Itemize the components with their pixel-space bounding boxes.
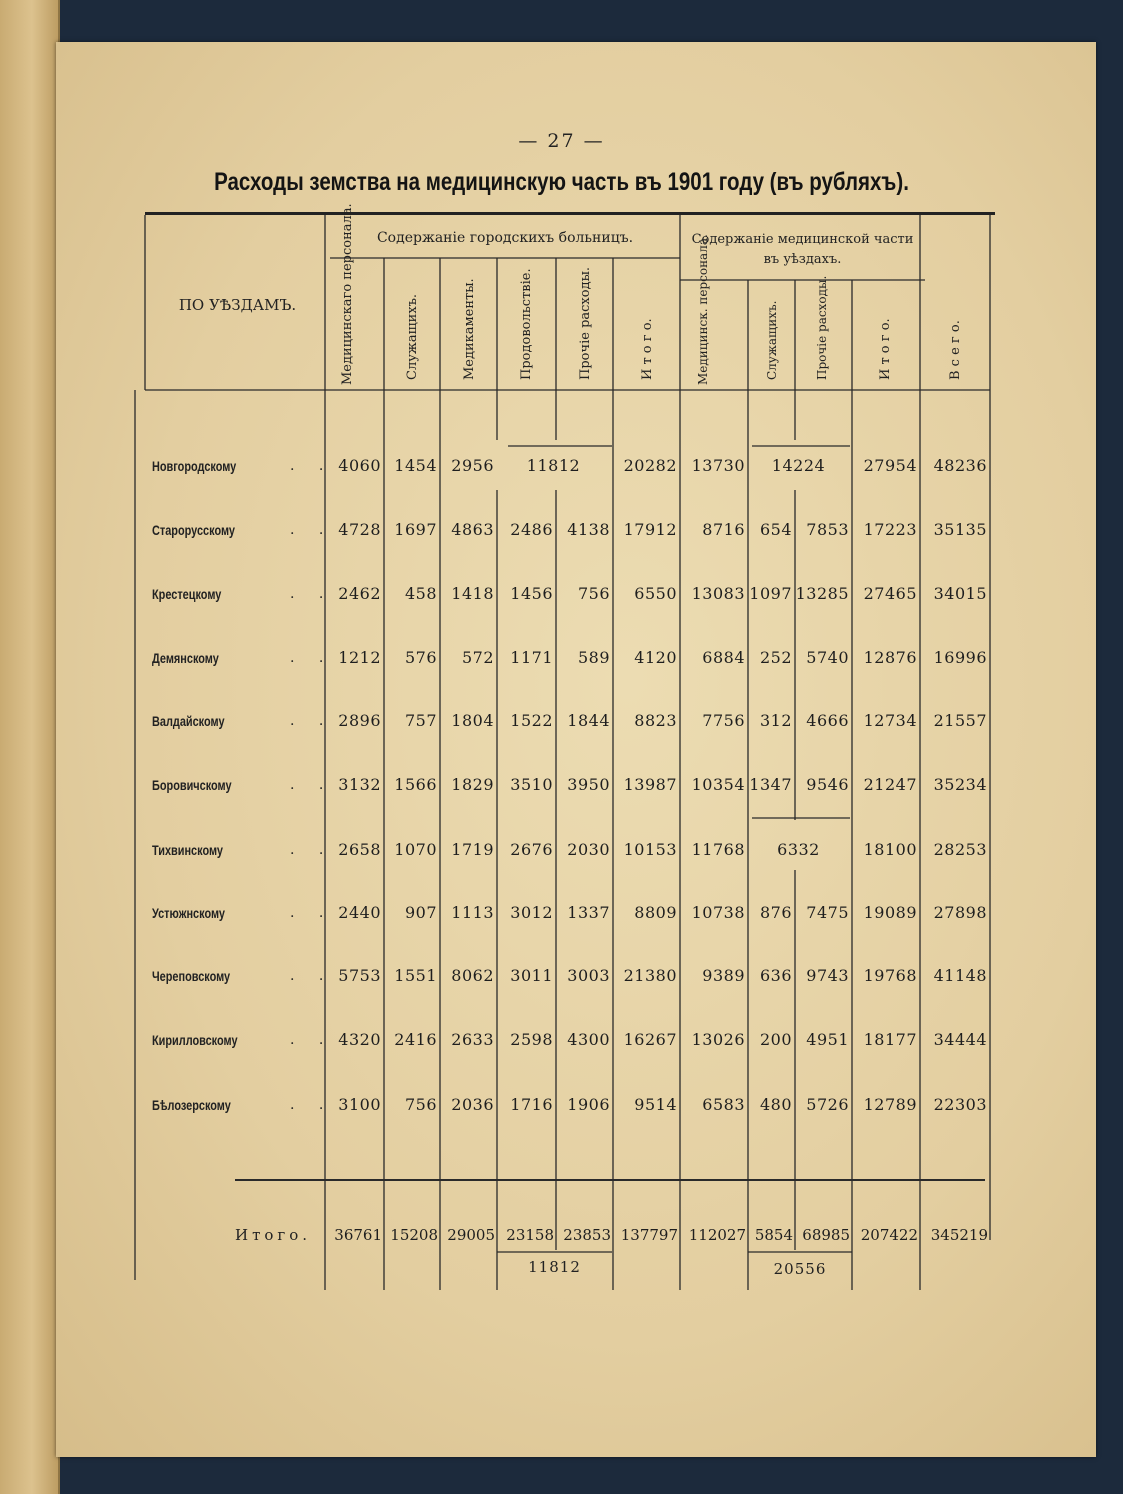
totals-cell: 23158 [506, 1226, 554, 1244]
table-cell: 18177 [863, 1030, 917, 1049]
leader-dots: . . [290, 777, 334, 793]
table-cell: 35234 [933, 775, 987, 794]
table-cell: 28253 [933, 840, 987, 859]
leader-dots: . . [290, 522, 334, 538]
totals-cell: 5854 [754, 1226, 793, 1244]
row-district-label: Череповскому [152, 968, 231, 984]
row-district-label: Старорусскому [152, 522, 235, 538]
row-district-label: Крестецкому [152, 586, 222, 602]
row-district-label: Кирилловскому [152, 1032, 238, 1048]
table-cell: 13730 [691, 456, 745, 475]
table-cell: 252 [759, 648, 792, 667]
leader-dots: . . [290, 713, 334, 729]
table-cell: 2633 [451, 1030, 494, 1049]
table-cell: 200 [759, 1030, 792, 1049]
table-cell: 4300 [567, 1030, 610, 1049]
table-cell: 10354 [691, 775, 745, 794]
table-cell: 13026 [691, 1030, 745, 1049]
row-district-label: Боровичскому [152, 777, 232, 793]
totals-cell: 345219 [930, 1226, 988, 1244]
table-cell: 19768 [863, 966, 917, 985]
table-cell: 2658 [338, 840, 381, 859]
table-cell: 7475 [806, 903, 849, 922]
page-title: Расходы земства на медицинскую часть въ 1901 году (въ рубляхъ). [214, 168, 909, 196]
table-cell: 2462 [338, 584, 381, 603]
table-cell: 1212 [338, 648, 381, 667]
table-cell: 6332 [777, 840, 820, 859]
table-cell: 16996 [933, 648, 987, 667]
table-cell: 9743 [806, 966, 849, 985]
table-cell: 312 [759, 711, 792, 730]
totals-cell: 36761 [334, 1226, 382, 1244]
table-cell: 27465 [863, 584, 917, 603]
table-cell: 3012 [510, 903, 553, 922]
table-cell: 1418 [451, 584, 494, 603]
leader-dots: . . [290, 905, 334, 921]
table-cell: 907 [404, 903, 437, 922]
table-cell: 34444 [933, 1030, 987, 1049]
districts-header: ПО УѢЗДАМЪ. [178, 296, 297, 314]
table-cell: 8809 [634, 903, 677, 922]
totals-cell: 207422 [860, 1226, 918, 1244]
table-cell: 1804 [451, 711, 494, 730]
table-cell: 1551 [394, 966, 437, 985]
table-cell: 589 [577, 648, 610, 667]
row-district-label: Устюжнскому [152, 905, 225, 921]
table-cell: 13987 [623, 775, 677, 794]
table-cell: 636 [759, 966, 792, 985]
table-cell: 13285 [795, 584, 849, 603]
col-header-county-medical-staff: Медицинск. персонала. [696, 234, 710, 385]
page-number: — 27 — [518, 130, 605, 152]
table-cell: 10153 [623, 840, 677, 859]
table-cell: 8716 [702, 520, 745, 539]
table-cell: 19089 [863, 903, 917, 922]
table-cell: 4951 [806, 1030, 849, 1049]
county-medical-header-line1: Содержаніе медицинской части [691, 232, 914, 247]
table-cell: 21557 [933, 711, 987, 730]
table-cell: 3132 [338, 775, 381, 794]
table-cell: 5726 [806, 1095, 849, 1114]
table-cell: 21247 [863, 775, 917, 794]
table-cell: 1566 [394, 775, 437, 794]
col-header-county-employees: Служащихъ. [765, 300, 779, 380]
totals-cell: 23853 [563, 1226, 611, 1244]
table-cell: 756 [404, 1095, 437, 1114]
table-cell: 6583 [702, 1095, 745, 1114]
table-cell: 4863 [451, 520, 494, 539]
table-cell: 9389 [702, 966, 745, 985]
table-cell: 2896 [338, 711, 381, 730]
table-cell: 1097 [749, 584, 792, 603]
table-cell: 3003 [567, 966, 610, 985]
table-cell: 3100 [338, 1095, 381, 1114]
table-cell: 3510 [510, 775, 553, 794]
table-cell: 1844 [567, 711, 610, 730]
totals-sub-county: 20556 [773, 1260, 827, 1278]
table-cell: 4320 [338, 1030, 381, 1049]
leader-dots: . . [290, 650, 334, 666]
table-cell: 7756 [702, 711, 745, 730]
totals-cell: 137797 [620, 1226, 678, 1244]
col-header-medicines: Медикаменты. [462, 278, 477, 380]
city-hospitals-header: Содержаніе городскихъ больницъ. [376, 230, 634, 246]
table-cell: 2956 [451, 456, 494, 475]
table-cell: 12789 [863, 1095, 917, 1114]
totals-cell: 15208 [390, 1226, 438, 1244]
totals-cell: 112027 [688, 1226, 746, 1244]
table-cell: 27954 [863, 456, 917, 475]
col-header-grand-total: В с е г о. [948, 320, 963, 380]
table-cell: 1454 [394, 456, 437, 475]
table-cell: 8823 [634, 711, 677, 730]
table-cell: 11768 [691, 840, 745, 859]
table-cell: 1070 [394, 840, 437, 859]
table-cell: 27898 [933, 903, 987, 922]
table-cell: 34015 [933, 584, 987, 603]
table-cell: 1456 [510, 584, 553, 603]
table-cell: 1697 [394, 520, 437, 539]
table-cell: 1829 [451, 775, 494, 794]
row-district-label: Валдайскому [152, 713, 225, 729]
table-cell: 1522 [510, 711, 553, 730]
table-cell: 4138 [567, 520, 610, 539]
col-header-county-subtotal: И т о г о. [878, 318, 893, 380]
table-cell: 576 [404, 648, 437, 667]
table-cell: 1716 [510, 1095, 553, 1114]
row-district-label: Бѣлозерскому [152, 1097, 231, 1113]
table-cell: 6884 [702, 648, 745, 667]
table-cell: 1113 [451, 903, 494, 922]
col-header-food: Продовольствіе. [519, 268, 534, 380]
table-cell: 14224 [771, 456, 826, 475]
table-cell: 2036 [451, 1095, 494, 1114]
row-district-label: Новгородскому [152, 458, 237, 474]
table-cell: 12734 [863, 711, 917, 730]
table-cell: 4060 [338, 456, 381, 475]
table-cell: 2598 [510, 1030, 553, 1049]
table-cell: 876 [759, 903, 792, 922]
table-cell: 7853 [806, 520, 849, 539]
col-header-county-other: Прочіе расходы. [815, 275, 829, 380]
county-medical-header-line2: въ уѣздахъ. [763, 252, 842, 267]
table-cell: 18100 [863, 840, 917, 859]
table-cell: 48236 [933, 456, 987, 475]
table-cell: 1337 [567, 903, 610, 922]
table-cell: 1347 [749, 775, 792, 794]
col-header-other-expenses: Прочіе расходы. [578, 266, 593, 380]
table-cell: 1719 [451, 840, 494, 859]
leader-dots: . . [290, 1032, 334, 1048]
table-cell: 3950 [567, 775, 610, 794]
col-header-medical-staff: Медицинскаго персонала. [340, 203, 355, 385]
table-cell: 458 [404, 584, 437, 603]
leader-dots: . . [290, 842, 334, 858]
table-cell: 654 [759, 520, 792, 539]
table-cell: 16267 [623, 1030, 677, 1049]
table-cell: 22303 [933, 1095, 987, 1114]
totals-cell: 68985 [802, 1226, 850, 1244]
col-header-employees: Служащихъ. [405, 293, 420, 380]
table-cell: 11812 [526, 456, 581, 475]
leader-dots: . . [290, 1097, 334, 1113]
totals-sub-city: 11812 [528, 1258, 581, 1276]
table-cell: 756 [577, 584, 610, 603]
table-cell: 20282 [623, 456, 677, 475]
table-cell: 17912 [623, 520, 677, 539]
table-cell: 8062 [451, 966, 494, 985]
table-cell: 13083 [691, 584, 745, 603]
table-cell: 9546 [806, 775, 849, 794]
table-cell: 2486 [510, 520, 553, 539]
table-cell: 4666 [806, 711, 849, 730]
table-cell: 4728 [338, 520, 381, 539]
table-cell: 5740 [806, 648, 849, 667]
table-cell: 10738 [691, 903, 745, 922]
totals-label: Итого. [235, 1226, 312, 1244]
table-cell: 5753 [338, 966, 381, 985]
table-cell: 21380 [623, 966, 677, 985]
table-cell: 1906 [567, 1095, 610, 1114]
totals-cell: 29005 [447, 1226, 495, 1244]
leader-dots: . . [290, 586, 334, 602]
table-cell: 1171 [510, 648, 553, 667]
table-cell: 6550 [634, 584, 677, 603]
table-cell: 2030 [567, 840, 610, 859]
table-cell: 41148 [933, 966, 987, 985]
table-cell: 3011 [510, 966, 553, 985]
table-cell: 2440 [338, 903, 381, 922]
table-cell: 9514 [634, 1095, 677, 1114]
table-cell: 4120 [634, 648, 677, 667]
row-district-label: Демянскому [152, 650, 219, 666]
table-cell: 480 [759, 1095, 792, 1114]
table-cell: 2676 [510, 840, 553, 859]
leader-dots: . . [290, 968, 334, 984]
table-cell: 572 [461, 648, 494, 667]
table-cell: 12876 [863, 648, 917, 667]
leader-dots: . . [290, 458, 334, 474]
table-cell: 35135 [933, 520, 987, 539]
table-cell: 17223 [863, 520, 917, 539]
col-header-city-subtotal: И т о г о. [640, 318, 655, 380]
row-district-label: Тихвинскому [152, 842, 223, 858]
table-cell: 757 [404, 711, 437, 730]
table-cell: 2416 [394, 1030, 437, 1049]
